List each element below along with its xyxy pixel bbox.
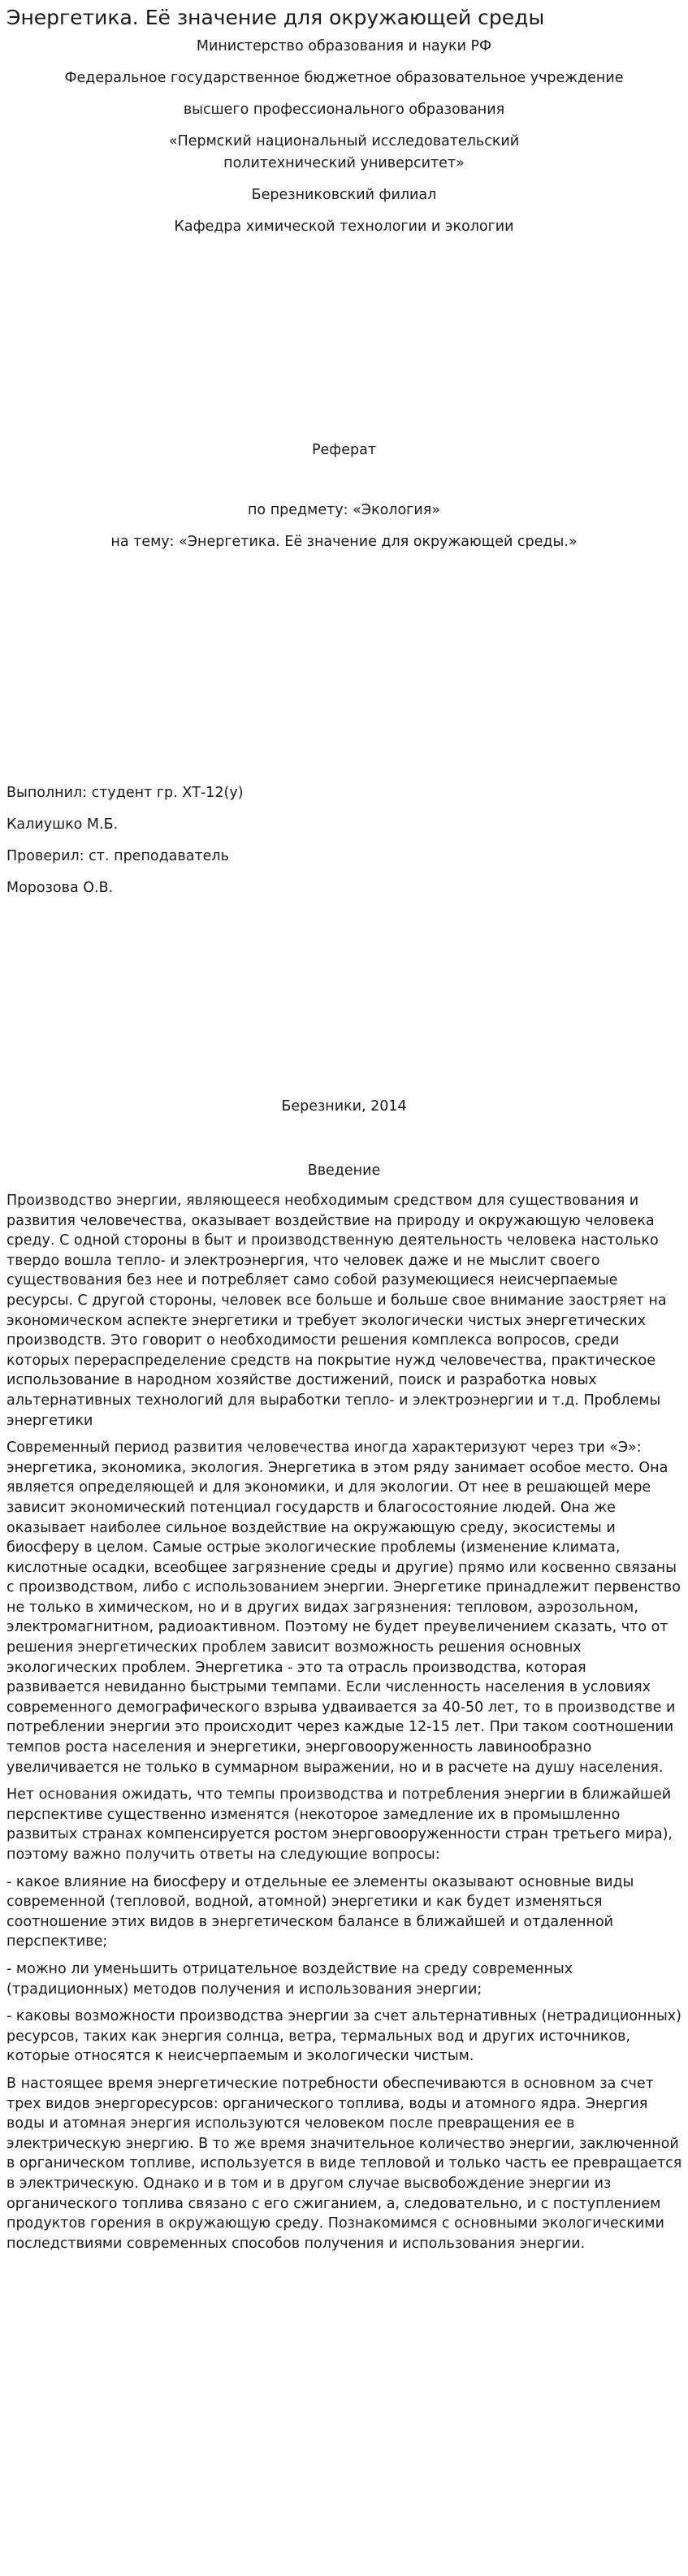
- paragraph: - какое влияние на биосферу и отдельные ее элементы оказывают основные виды современной (тепловой, водной, атомной) энергетики и как будет изменяться соотношение этих видов в энергетическом балансе в ближайшей и отдаленной перспективе;: [6, 1873, 634, 1950]
- checked-by-line: Проверил: ст. преподаватель: [6, 848, 229, 864]
- performed-by-line: Выполнил: студент гр. ХТ-12(у): [6, 785, 244, 801]
- paragraph: Современный период развития человечества иногда характеризуют через три «Э»: энергетика, экономика, экология. Энергетика в этом ряду занимает особое место. Она является определяющей и для экономики, и для экологии. От нее в решающей мере зависит экономический потенциал государств и благосостояние людей. Она же оказывает наиболее сильное воздействие на окружающую среду, экосистемы и биосферу в целом. Самые острые экологические проблемы (изменение климата, кислотные осадки, всеобщее загрязнение среды и другие) прямо или косвенно связаны с производством, либо с использованием энергии. Энергетике принадлежит первенство не только в химическом, но и в других видах загрязнения: тепловом, аэрозольном, электромагнитном, радиоактивном. Поэтому не будет преувеличением сказать, что от решения энергетических проблем зависит возможность решения основных экологических проблем. Энергетика - это та отрасль производства, которая развивается невиданно быстрыми темпами. Если численность населения в условиях современного демографического взрыва удваивается за 40-50 лет, то в производстве и потреблении энергии это происходит через каждые 12-15 лет. При таком соотношении темпов роста населения и энергетики, энерговооруженность лавинообразно увеличивается не только в суммарном выражении, но и в расчете на душу населения.: [6, 1440, 681, 1776]
- subject-line: по предмету: «Экология»: [247, 502, 440, 518]
- document-title: Энергетика. Её значение для окружающей среды: [6, 6, 545, 29]
- branch-line: Березниковский филиал: [251, 187, 437, 203]
- work-type-label: Реферат: [311, 442, 377, 458]
- teacher-name: Морозова О.В.: [6, 880, 114, 896]
- paragraph: - каковы возможности производства энергии за счет альтернативных (нетрадиционных) ресурсов, таких как энергия солнца, ветра, термальных вод и других источников, которые относятся к неисчерпаемым и экологически чистым.: [6, 2008, 682, 2065]
- paragraph: Нет основания ожидать, что темпы производства и потребления энергии в ближайшей перспективе существенно изменятся (некоторое замедление их в промышленно развитых странах компенсируется ростом энерговооруженности стран третьего мира), поэтому важно получить ответы на следующие вопросы:: [6, 1786, 673, 1863]
- paragraph: Производство энергии, являющееся необходимым средством для существования и развития человечества, оказывает воздействие на природу и окружающую человека среду. С одной стороны в быт и производственную деятельность человека настолько твердо вошла тепло- и электроэнергия, что человек даже и не мыслит своего существования без нее и потребляет само собой разумеющиеся неисчерпаемые ресурсы. С другой стороны, человек все больше и больше свое внимание заостряет на экономическом аспекте энергетики и требует экологически чистых энергетических производств. Это говорит о необходимости решения комплекса вопросов, среди которых перераспределение средств на покрытие нужд человечества, практическое использование в народном хозяйстве достижений, поиск и разработка новых альтернативных технологий для выработки тепло- и электроэнергии и т.д. Проблемы энергетики: [6, 1193, 667, 1429]
- introduction-body: [6, 1191, 684, 2261]
- federal-institution-line: Федеральное государственное бюджетное образовательное учреждение: [64, 70, 624, 86]
- topic-line: на тему: «Энергетика. Её значение для окружающей среды.»: [110, 534, 578, 550]
- university-line-1: «Пермский национальный исследовательский: [168, 133, 520, 149]
- university-line-2: политехнический университет»: [223, 155, 465, 171]
- paragraph: В настоящее время энергетические потребности обеспечиваются в основном за счет трех видов энергоресурсов: органического топлива, воды и атомного ядра. Энергия воды и атомная энергия используются человеком после превращения ее в электрическую энергию. В то же время значительное количество энергии, заключенной в органическом топливе, используется в виде тепловой и только часть ее превращается в электрическую. Однако и в том и в другом случае высвобождение энергии из органического топлива связано с его сжиганием, а, следовательно, и с поступлением продуктов горения в окружающую среду. Познакомимся с основными экологическими последствиями современных способов получения и использования энергии.: [6, 2075, 682, 2252]
- ministry-line: Министерство образования и науки РФ: [196, 38, 492, 54]
- student-name: Калиушко М.Б.: [6, 816, 119, 833]
- paragraph: - можно ли уменьшить отрицательное воздействие на среду современных (традиционных) методов получения и использования энергии;: [6, 1960, 573, 1998]
- city-year-line: Березники, 2014: [281, 1098, 407, 1115]
- education-level-line: высшего профессионального образования: [183, 102, 505, 118]
- introduction-heading: Введение: [307, 1162, 381, 1179]
- department-line: Кафедра химической технологии и экологии: [174, 219, 514, 235]
